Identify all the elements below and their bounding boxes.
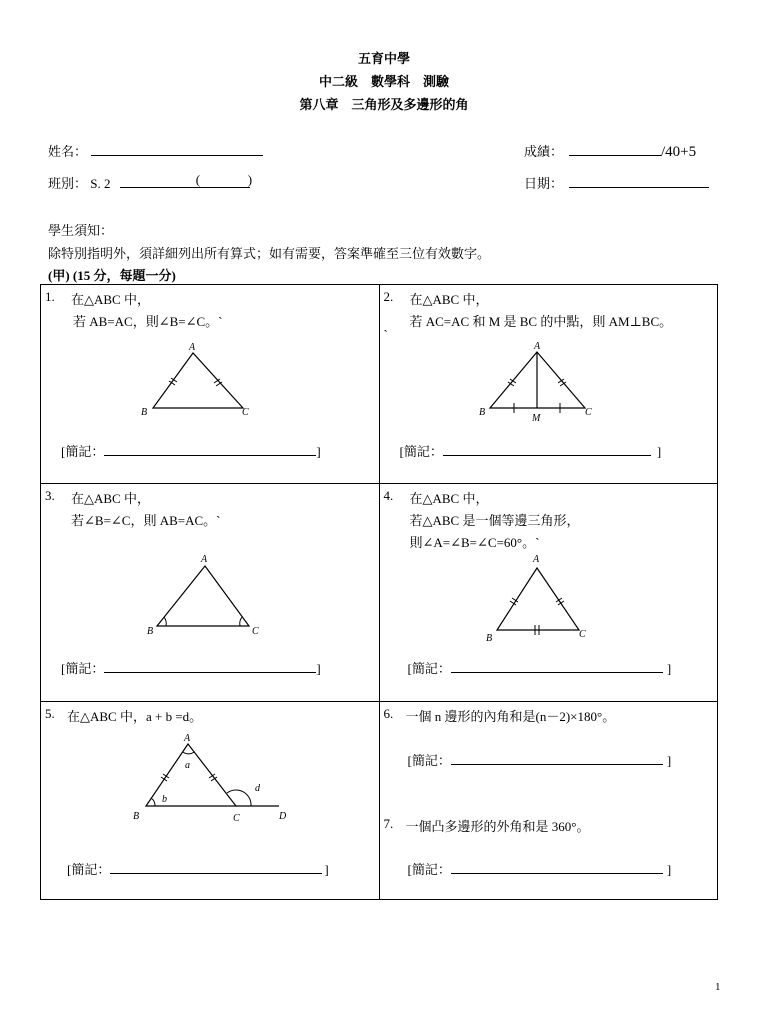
question-3-number: 3. bbox=[45, 488, 55, 503]
triangle-abc bbox=[497, 568, 579, 630]
vertex-b-label: B bbox=[133, 811, 140, 822]
question-7-line1: 一個凸多邊形的外角和是 360°。 bbox=[405, 819, 590, 834]
exam-subtitle: 中二級 數學科 測驗 bbox=[318, 74, 449, 89]
school-name: 五育中學 bbox=[357, 51, 410, 66]
angle-b-arc bbox=[164, 617, 166, 626]
question-2-triangle-diagram bbox=[475, 339, 605, 423]
question-4-triangle-diagram bbox=[482, 550, 602, 646]
angle-a-arc bbox=[183, 752, 194, 754]
question-2-line1: 在△ABC 中， bbox=[409, 292, 489, 307]
vertex-b-label: B bbox=[147, 626, 154, 637]
question-4-note[interactable] bbox=[408, 658, 672, 677]
question-table bbox=[40, 284, 718, 900]
vertex-c-label: C bbox=[584, 407, 592, 418]
page-number: 1 bbox=[715, 981, 721, 993]
vertex-c-label: C bbox=[233, 813, 240, 824]
note-label: [簡記： bbox=[399, 444, 443, 459]
question-2-line2: 若 AC=AC 和 M 是 BC 的中點，則 AM⊥BC。 bbox=[409, 314, 673, 329]
angle-d-label: d bbox=[255, 783, 260, 794]
angle-c-arc bbox=[240, 617, 242, 626]
chapter-title: 第八章 三角形及多邊形的角 bbox=[299, 97, 469, 112]
question-2-stray-mark: ` bbox=[383, 327, 388, 342]
note-label: [簡記： bbox=[407, 862, 451, 877]
question-3-triangle-diagram bbox=[139, 550, 269, 640]
question-4-line3: 則∠A=∠B=∠C=60°。` bbox=[409, 535, 540, 550]
question-4-cell bbox=[379, 484, 718, 702]
question-1-triangle-diagram bbox=[139, 341, 259, 421]
score-total: /40+5 bbox=[661, 144, 697, 160]
name-field[interactable] bbox=[48, 141, 263, 160]
question-5-line1: 在△ABC 中，a + b =d。 bbox=[67, 709, 203, 724]
note-blank[interactable] bbox=[104, 659, 316, 673]
class-paren-open: ( bbox=[195, 172, 201, 187]
vertex-a-label: A bbox=[532, 554, 539, 565]
question-6-number: 6. bbox=[383, 706, 394, 721]
note-close: ] bbox=[656, 444, 662, 459]
note-blank[interactable] bbox=[451, 860, 663, 874]
vertex-c-label: C bbox=[252, 626, 259, 637]
question-6-line1: 一個 n 邊形的內角和是(n－2)×180°。 bbox=[405, 709, 616, 724]
question-1-note[interactable] bbox=[61, 441, 321, 460]
vertex-b-label: B bbox=[485, 633, 492, 644]
question-5-cell bbox=[41, 702, 380, 900]
vertex-a-label: A bbox=[201, 554, 208, 565]
question-3-cell bbox=[41, 484, 380, 702]
score-label: 成績： bbox=[524, 144, 564, 159]
question-5-triangle-diagram bbox=[129, 732, 301, 824]
question-1-cell bbox=[41, 285, 380, 484]
note-blank[interactable] bbox=[104, 442, 316, 456]
note-blank[interactable] bbox=[110, 860, 322, 874]
question-3-line1: 在△ABC 中， bbox=[71, 491, 150, 506]
vertex-a-label: A bbox=[189, 342, 196, 353]
question-7-number: 7. bbox=[383, 816, 394, 831]
point-d-label: D bbox=[279, 811, 287, 822]
question-2-cell bbox=[379, 285, 718, 484]
angle-a-label: a bbox=[185, 760, 190, 771]
name-blank[interactable] bbox=[91, 142, 263, 156]
vertex-b-label: B bbox=[478, 407, 485, 418]
question-4-line1: 在△ABC 中， bbox=[409, 491, 489, 506]
vertex-b-label: B bbox=[141, 407, 148, 418]
triangle-abc bbox=[153, 353, 243, 408]
question-1-line2: 若 AB=AC，則∠B=∠C。` bbox=[73, 314, 223, 329]
note-label: [簡記： bbox=[407, 753, 451, 768]
note-close: ] bbox=[316, 661, 321, 676]
class-value: S. 2 bbox=[90, 176, 111, 191]
question-2-number: 2. bbox=[383, 289, 394, 304]
question-1-line1: 在△ABC 中， bbox=[71, 292, 150, 307]
question-1-number: 1. bbox=[45, 289, 55, 304]
note-close: ] bbox=[666, 753, 672, 768]
note-close: ] bbox=[666, 862, 672, 877]
date-field[interactable] bbox=[524, 173, 709, 192]
score-field[interactable] bbox=[524, 141, 696, 161]
name-label: 姓名： bbox=[48, 144, 88, 159]
note-label: [簡記： bbox=[61, 661, 105, 676]
class-label: 班別： bbox=[48, 176, 88, 191]
question-6-note[interactable] bbox=[408, 750, 672, 769]
date-blank[interactable] bbox=[569, 174, 709, 188]
exterior-angle-d-arc bbox=[227, 790, 251, 806]
score-blank[interactable] bbox=[569, 142, 661, 156]
question-7-note[interactable] bbox=[408, 859, 672, 878]
class-field[interactable] bbox=[48, 172, 253, 192]
vertex-a-label: A bbox=[533, 341, 540, 352]
class-paren-close: ) bbox=[247, 172, 253, 187]
question-3-note[interactable] bbox=[61, 658, 321, 677]
question-3-line2: 若∠B=∠C，則 AB=AC。` bbox=[71, 513, 221, 528]
question-5-note[interactable] bbox=[67, 859, 329, 878]
angle-b-label: b bbox=[162, 794, 167, 805]
note-label: [簡記： bbox=[67, 862, 111, 877]
vertex-c-label: C bbox=[242, 407, 249, 418]
instructions-text: 除特別指明外，須詳細列出所有算式；如有需要，答案準確至三位有效數字。 bbox=[48, 246, 491, 261]
question-4-number: 4. bbox=[383, 488, 394, 503]
instructions-heading: 學生須知： bbox=[48, 223, 114, 238]
date-label: 日期： bbox=[524, 176, 564, 191]
question-6-7-cell bbox=[379, 702, 718, 900]
question-5-number: 5. bbox=[45, 706, 55, 721]
note-close: ] bbox=[316, 444, 321, 459]
section-title: (甲) (15 分，每題一分) bbox=[48, 268, 176, 283]
question-2-note[interactable] bbox=[400, 441, 662, 460]
vertex-c-label: C bbox=[578, 629, 586, 640]
angle-b-arc bbox=[151, 798, 155, 806]
midpoint-m-label: M bbox=[531, 413, 540, 423]
note-blank[interactable] bbox=[443, 442, 651, 456]
triangle-abc bbox=[157, 566, 249, 626]
note-label: [簡記： bbox=[407, 661, 451, 676]
vertex-a-label: A bbox=[184, 733, 191, 744]
note-blank[interactable] bbox=[451, 659, 663, 673]
note-label: [簡記： bbox=[61, 444, 105, 459]
question-4-line2: 若△ABC 是一個等邊三角形， bbox=[409, 513, 580, 528]
class-blank[interactable] bbox=[120, 172, 253, 188]
note-close: ] bbox=[666, 661, 672, 676]
note-blank[interactable] bbox=[451, 751, 663, 765]
note-close: ] bbox=[324, 862, 329, 877]
